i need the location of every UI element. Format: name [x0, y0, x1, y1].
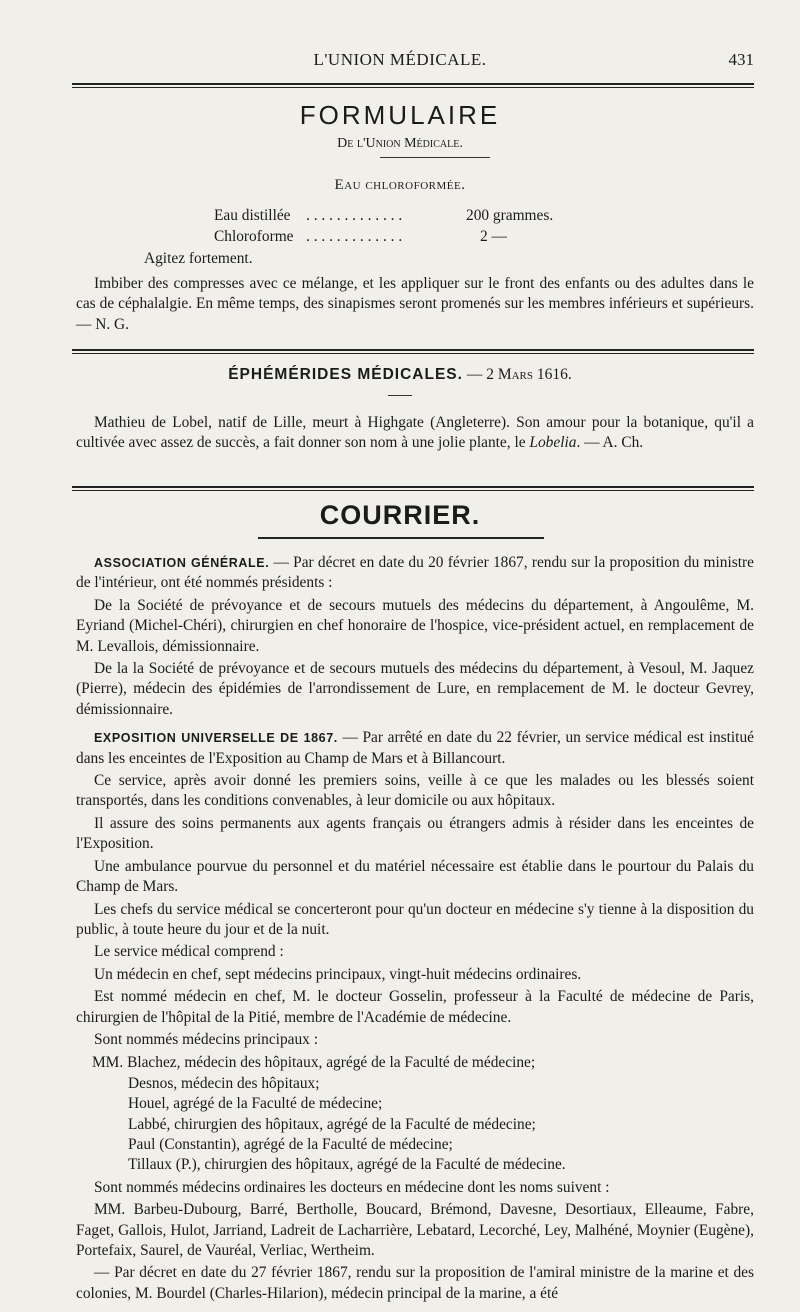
- list-item: Labbé, chirurgien des hôpitaux, agrégé de la Faculté de médecine;: [128, 1115, 536, 1133]
- section-rule-thin: [72, 490, 754, 491]
- header-rule: [72, 83, 754, 85]
- ingredient-row: [214, 228, 507, 246]
- paragraph: De la Société de prévoyance et de secours mutuels des médecins du département, à Angoulême, M. Eyriand (Michel-Chéri), chirurgien en chef honoraire de l'hospice, vice-président actuel, en remplacement de M. Levallois, démissionnaire.: [76, 596, 754, 655]
- formulaire-subtitle: De l'Union Médicale.: [337, 136, 463, 151]
- journal-name: L'UNION MÉDICALE.: [313, 50, 487, 69]
- ephemerides-dash: [388, 395, 412, 396]
- ephemerides-signature: . — A. Ch.: [576, 434, 644, 452]
- ephemerides-date: — 2 Mars 1616.: [466, 366, 572, 383]
- paragraph: Un médecin en chef, sept médecins principaux, vingt-huit médecins ordinaires.: [94, 965, 582, 983]
- ephemerides-heading: [0, 366, 800, 384]
- ephemerides-body: [76, 413, 754, 454]
- page-number: 431: [728, 50, 754, 69]
- plant-name: Lobelia: [529, 434, 577, 452]
- section-rule-thin: [72, 353, 754, 354]
- exposition-paragraph: [76, 728, 754, 769]
- principaux-list: [76, 1053, 754, 1175]
- ephemerides-text: Mathieu de Lobel, natif de Lille, meurt à Highgate (Angleterre). Son amour pour la botanique, qu'il a cultivée avec assez de succès, a fait donner son nom à une jolie plante, le: [76, 414, 754, 452]
- paragraph: Le service médical comprend :: [94, 943, 284, 961]
- section-rule: [72, 486, 754, 488]
- formulaire-title: FORMULAIRE: [299, 100, 501, 130]
- list-item: Paul (Constantin), agrégé de la Faculté de médecine;: [128, 1135, 453, 1153]
- paragraph: MM. Barbeu-Dubourg, Barré, Bertholle, Boucard, Brémond, Davesne, Desortiaux, Elleaume, Fabre, Faget, Gallois, Hulot, Jarriand, Ladreit de Lacharrière, Lebatard, Lecorché, Ley, Malhéné, Moynier (Eugène), Portefaix, Saurel, de Vauréal, Verliac, Wertheim.: [76, 1201, 754, 1259]
- ingredient-leader: . . . . . . . . . . . . .: [306, 207, 403, 224]
- courrier-title-rule: [258, 537, 544, 539]
- paragraph: Sont nommés médecins ordinaires les docteurs en médecine dont les noms suivent :: [94, 1178, 610, 1196]
- ingredient-leader: . . . . . . . . . . . . .: [306, 228, 403, 245]
- list-item: Tillaux (P.), chirurgien des hôpitaux, agrégé de la Faculté de médecine.: [128, 1156, 566, 1174]
- ingredient-qty: 2 —: [480, 228, 507, 245]
- list-item: MM. Blachez, médecin des hôpitaux, agrégé de la Faculté de médecine;: [92, 1054, 536, 1072]
- ephemerides-title: ÉPHÉMÉRIDES MÉDICALES.: [228, 366, 463, 383]
- courrier-body: [76, 553, 754, 1306]
- recipe-instruction: Agitez fortement.: [144, 250, 253, 267]
- paragraph: De la la Société de prévoyance et de secours mutuels des médecins du département, à Vesoul, M. Jaquez (Pierre), médecin des épidémies de l'arrondissement de Lure, en remplacement de M. le docteur Gevrey, démissionnaire.: [76, 660, 754, 718]
- paragraph: Une ambulance pourvue du personnel et du matériel nécessaire est établie dans le pourtour du Palais du Champ de Mars.: [76, 857, 754, 896]
- courrier-title: COURRIER.: [319, 500, 481, 530]
- association-paragraph: [76, 553, 754, 594]
- ingredient-name: Eau distillée: [214, 207, 291, 224]
- formulaire-body: Imbiber des compresses avec ce mélange, et les appliquer sur le front des enfants ou des adultes dans le cas de céphalalgie. En même temps, des sinapismes seront promenés sur les membres inférieurs et supérieurs. — N. G.: [76, 275, 754, 333]
- formulaire-subtitle-rule: [380, 157, 490, 158]
- paragraph: — Par décret en date du 27 février 1867, rendu sur la proposition de l'amiral ministre de la marine et des colonies, M. Bourdel (Charles-Hilarion), médecin principal de la marine, a été: [76, 1264, 754, 1302]
- ingredient-qty: 200 grammes.: [466, 207, 554, 224]
- paragraph: Il assure des soins permanents aux agents français ou étrangers admis à résider dans les enceintes de l'Exposition.: [76, 814, 754, 853]
- list-item: Desnos, médecin des hôpitaux;: [128, 1074, 320, 1092]
- paragraph: Est nommé médecin en chef, M. le docteur Gosselin, professeur à la Faculté de médecine de Paris, chirurgien de l'hôpital de la Pitié, membre de l'Académie de médecine.: [76, 988, 754, 1026]
- list-item: Houel, agrégé de la Faculté de médecine;: [128, 1095, 383, 1113]
- paragraph: Ce service, après avoir donné les premiers soins, veille à ce que les malades ou les blessés soient transportés, dans les conditions convenables, à leur domicile ou aux hôpitaux.: [76, 772, 754, 810]
- paragraph: Sont nommés médecins principaux :: [94, 1030, 318, 1048]
- paragraph: Les chefs du service médical se concerteront pour qu'un docteur en médecine s'y tienne à la disposition du public, à toute heure du jour et de la nuit.: [76, 900, 754, 938]
- association-heading: ASSOCIATION GÉNÉRALE.: [94, 556, 270, 570]
- header-rule-thin: [72, 87, 754, 88]
- recipe-title: Eau chloroformée.: [334, 177, 466, 193]
- exposition-text: — Par arrêté en date du 22 février, un service médical est institué dans les enceintes de l'Exposition au Champ de Mars et à Billancourt.: [76, 729, 754, 767]
- exposition-heading: EXPOSITION UNIVERSELLE DE 1867.: [94, 731, 338, 746]
- ingredient-name: Chloroforme: [214, 228, 294, 245]
- section-rule: [72, 349, 754, 351]
- ingredient-row: [214, 207, 553, 225]
- association-text: — Par décret en date du 20 février 1867, rendu sur la proposition du ministre de l'intérieur, ont été nommés présidents :: [76, 554, 754, 592]
